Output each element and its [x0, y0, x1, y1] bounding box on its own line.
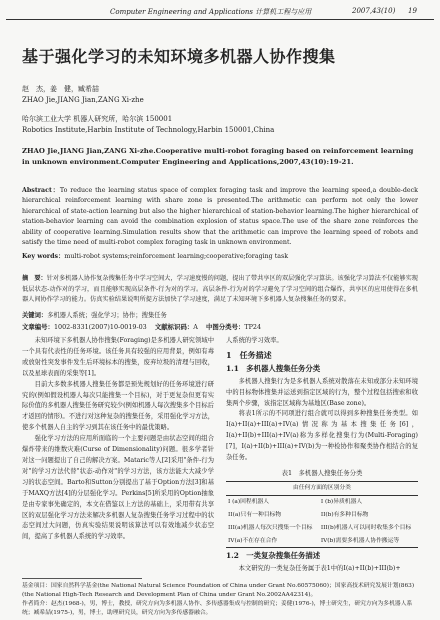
- table-row: IV(a)不在存在合作 IV(b)需要多机器人协作搬运等: [226, 535, 418, 548]
- paragraph: 本文研究的一类复杂任务属于表1中的I(a)+II(b)+III(b)+: [238, 565, 401, 573]
- abstract-en: [22, 186, 418, 248]
- footnote-rule: [22, 578, 142, 579]
- journal-name: Computer Engineering and Applications 计算机工程与应用: [110, 8, 312, 16]
- left-column: [22, 336, 214, 576]
- abstract-label: Abstract：: [22, 187, 60, 194]
- doi-value: 1002-8331(2007)10-0019-03: [53, 323, 147, 331]
- table-row: I (a)回程机器人 I (b)异质机器人: [228, 498, 363, 505]
- paragraph: 未知环境下多机器人协作搜集(Foraging)是多机器人研究领域中一个具有代表性的任务环境。该任务具有较强的应用背景，例如有毒或放射性突发事件发生后环境标本的搜集，废弃垃圾的清理与回收，以及星球表面的采集等[1]。: [22, 337, 214, 377]
- doi-label: 文章编号：: [22, 323, 54, 331]
- subsection-heading: 1.1 多机器人搜集任务分类: [226, 363, 321, 373]
- affiliation-en: Robotics Institute,Harbin Institute of Technology,Harbin 150001,China: [22, 126, 275, 134]
- subsection-heading: 1.2 一类复杂搜集任务描述: [226, 551, 321, 561]
- page-number: 19: [408, 7, 417, 15]
- clc-label: 中图分类号：: [206, 323, 245, 331]
- footnote-authors: 作者简介：赵杰(1968-)，男，博士，教授，研究方向为多机器人协作、多传感器集成与控制的研究；姜健(1976-)，博士研究生，研究方向为多机器人系统；臧希喆(1975-)，男，博士，助理研究员，研究方向为多传感器融合。: [22, 601, 413, 616]
- citation: ZHAO Jie,JIANG Jian,ZANG Xi-zhe.Cooperative multi-robot foraging based on reinforcement learning in unknown environment.Computer Engineering and Applications,2007,43(10):19-21.: [22, 147, 414, 166]
- article-meta: [22, 322, 418, 331]
- running-header: [0, 0, 440, 22]
- header-rule: [6, 19, 434, 20]
- abstract-zh-text: 针对多机器人协作复杂搜集任务中学习空间大，学习速度慢的问题，提出了带共享区的双层强化学习算法。该强化学习算法不仅能够实现低层状态-动作对的学习，而且能够实现高层条件-行为对的学习。高层条件-行为对的学习避免了学习空间的组合爆炸，共享区的应用使得在多机器人间协作学习的能力。仿真实验结果说明所提方法加快了学习速度，满足了未知环境下多机器人复杂搜集任务的要求。: [22, 275, 418, 303]
- paragraph: 目前大多数多机器人搜集任务都是预先规划好的任务环境进行研究的(例如假设机器人每次只能搜集一个目标)，对于更复杂但更有实际价值的多机器人搜集任务研究较少(例如机器人每次搜集多个目标后才返回的情形)。不进行对这种复杂的搜集任务，采用强化学习方法，使多个机器人自主的学习到其在该任务中的最优策略。: [22, 380, 214, 432]
- abstract-text: To reduce the learning status space of complex foraging task and improve the learning speed,a double-deck hierarchical reinforcement learning with share zone is presented.The arithmetic can perform not only the lower hierarchical of state-action learning but also the higher hierarchical of station-behavior learning.The higher hierarchical of station-behavior learning can avoid the combination explosion of status space.The use of the share zone reinforces the ability of cooperative learning.Simulation results show that the arithmetic can improve the learning speed of robots and satisfy the time need of multi-robot complex foraging task in unknown environment.: [22, 187, 418, 247]
- keywords-en: [22, 252, 418, 262]
- abstract-zh-label: 摘 要：: [22, 275, 47, 282]
- keywords-en-label: Key words：: [22, 253, 65, 260]
- paragraph: 人系统的学习效率。: [226, 337, 283, 344]
- keywords-zh: [22, 311, 418, 321]
- keywords-zh-text: 多机器人系统；强化学习；协作；搜集任务: [47, 312, 167, 319]
- authors-zh: 赵 杰，姜 健，臧希喆: [22, 85, 99, 93]
- section-heading: 1 任务描述: [226, 349, 272, 360]
- keywords-zh-label: 关键词：: [22, 312, 48, 319]
- abstract-zh: [22, 274, 418, 306]
- footnote-funding: 基金项目：国家自然科学基金(the National Natural Science Foundation of China under Grant No.60575060)；国家高技术研究发展计划(863)(the National High-Tech Research and Development Plan of China under Grant No.2002AA42314)。: [22, 583, 415, 598]
- authors-en: ZHAO Jie,JIANG Jian,ZANG Xi-zhe: [22, 96, 144, 104]
- table-title: 表1 多机器人搜集任务分类: [281, 468, 363, 477]
- right-column: [226, 336, 418, 576]
- paragraph: 强化学习方法的应用所面临的一个主要问题是由状态空间的组合爆炸带来的维数灾难(Curse of Dimensionality)问题。很多学者针对这一问题提出了自己的解决方案。Mataric等人[2]采用"条件-行为对"的学习方法代替"状态-动作对"的学习方法，该方法能大大减少学习的状态空间。Barto和Sutton分别提出了基于Option方法[3]和基于MAXQ方法[4]的分层强化学习。Perkins[5]所采用的Option抽象是由专家事先确定的，本文在借鉴以上方法的基础上，采用带有共享区的双层强化学习方法来解决多机器人复杂搜集任务学习过程中的状态空间过大问题，仿真实验结果说明该算法可以有效地减少状态空间，提高了多机器人系统的学习效率。: [22, 435, 214, 541]
- clc-value: TP24: [244, 323, 262, 331]
- affiliation-zh: 哈尔滨工业大学 机器人研究所，哈尔滨 150001: [22, 115, 173, 123]
- table-header: 由任何方面的区别分类: [226, 481, 418, 495]
- classification-table: [226, 481, 418, 549]
- code-label: 文献标识码：: [154, 323, 194, 331]
- paragraph: 将表1所示的不同项进行组合就可以得到多种搜集任务类型。如I(a)+II(a)+III(a)+IV(a)情况称为基本搜集任务[6]，I(a)+II(b)+III(a)+IV(a)称为多样化搜集行为(Multi-Foraging)[7]，I(a)+II(b)+III(a)+IV(b)为一种检协作和聚类协作相结合的复杂任务。: [226, 410, 418, 462]
- paragraph: 多机器人搜集行为是多机器人系统对散落在未知或部分未知环境中的目标物体搜集并运送到指定区域的行为，整个过程包括搜索和收集两个步骤，该指定区域称为基地区(Base zone)。: [226, 377, 418, 407]
- code-value: A: [193, 323, 198, 331]
- keywords-en-text: multi-robot systems;reinforcement learning;cooperative;foraging task: [64, 253, 289, 260]
- paper-title: 基于强化学习的未知环境多机器人协作搜集: [22, 47, 336, 66]
- issue-info: 2007,43(10): [352, 7, 396, 15]
- table-row: III(a)机器人每次只搜集一个目标 III(b)机器人可以同时收集多个目标: [228, 524, 412, 531]
- table-row: II(a)只有一种目标物 II(b)有多种目标物: [228, 511, 369, 518]
